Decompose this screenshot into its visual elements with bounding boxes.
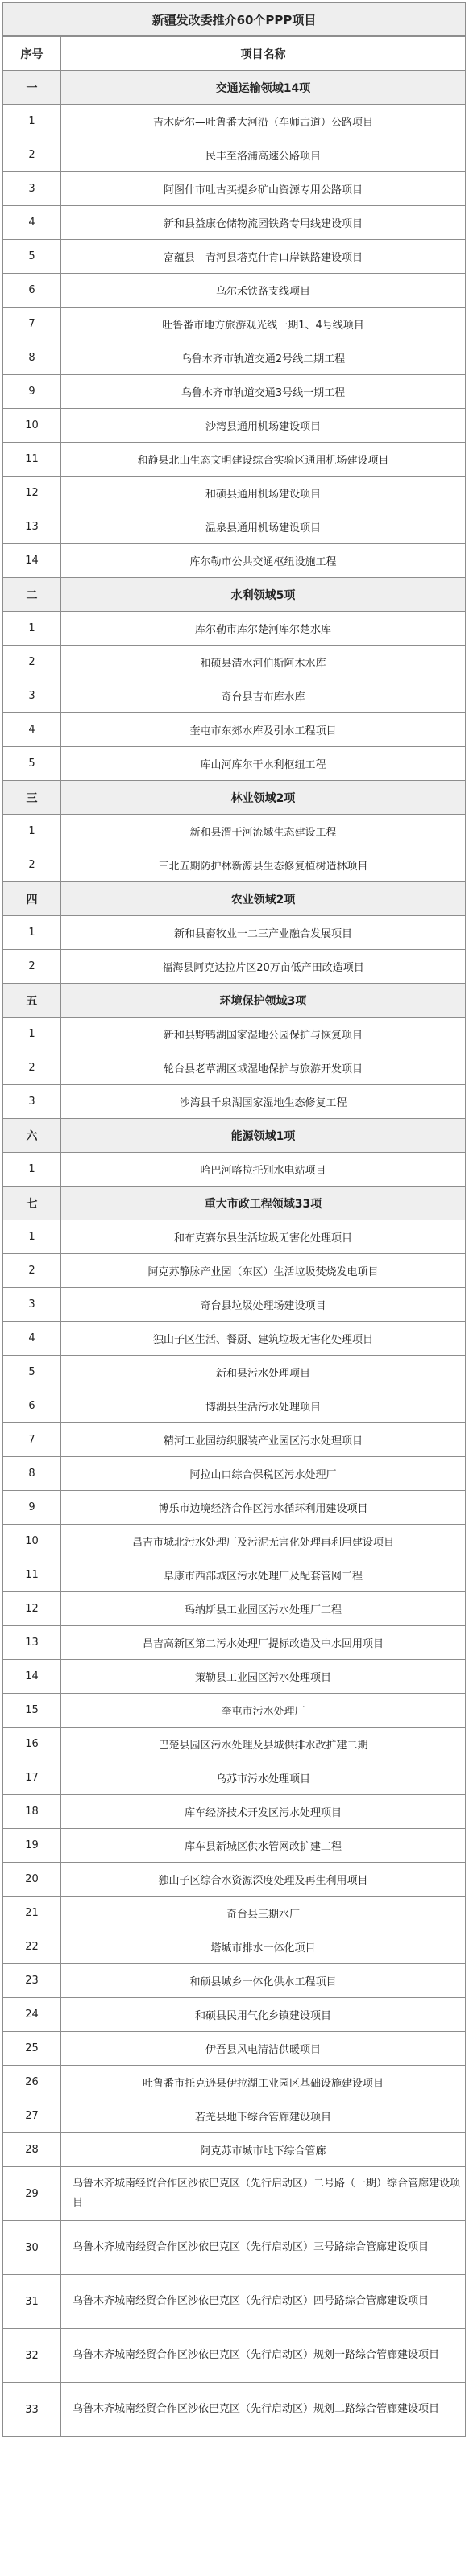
table-row xyxy=(3,1897,466,1930)
row-number: 3 xyxy=(3,679,61,713)
table-row xyxy=(3,375,466,409)
project-name: 奇台县三期水厂 xyxy=(61,1897,466,1930)
table-row xyxy=(3,1795,466,1829)
row-number: 16 xyxy=(3,1728,61,1761)
project-name: 博乐市边境经济合作区污水循环利用建设项目 xyxy=(61,1491,466,1525)
table-row xyxy=(3,240,466,274)
row-number: 1 xyxy=(3,1018,61,1051)
row-number: 1 xyxy=(3,105,61,138)
project-name: 阿克苏静脉产业园（东区）生活垃圾焚烧发电项目 xyxy=(61,1254,466,1288)
table-row xyxy=(3,2167,466,2221)
project-name: 奎屯市污水处理厂 xyxy=(61,1694,466,1728)
table-body xyxy=(3,71,466,2437)
project-name: 奎屯市东郊水库及引水工程项目 xyxy=(61,713,466,747)
table-row xyxy=(3,1220,466,1254)
project-name: 和布克赛尔县生活垃圾无害化处理项目 xyxy=(61,1220,466,1254)
table-row xyxy=(3,1998,466,2032)
row-number: 20 xyxy=(3,1863,61,1897)
project-name: 吐鲁番市托克逊县伊拉湖工业园区基础设施建设项目 xyxy=(61,2066,466,2099)
row-number: 22 xyxy=(3,1930,61,1964)
section-title: 水利领域5项 xyxy=(61,578,466,612)
project-name: 精河工业园纺织服装产业园区污水处理项目 xyxy=(61,1423,466,1457)
project-name: 三北五期防护林新源县生态修复植树造林项目 xyxy=(61,848,466,882)
row-number: 2 xyxy=(3,1254,61,1288)
row-number: 24 xyxy=(3,1998,61,2032)
project-name: 独山子区综合水资源深度处理及再生利用项目 xyxy=(61,1863,466,1897)
row-number: 5 xyxy=(3,240,61,274)
section-row xyxy=(3,882,466,916)
project-name: 玛纳斯县工业园区污水处理厂工程 xyxy=(61,1592,466,1626)
row-number: 28 xyxy=(3,2133,61,2167)
row-number: 26 xyxy=(3,2066,61,2099)
row-number: 11 xyxy=(3,443,61,477)
table-row xyxy=(3,172,466,206)
table-row xyxy=(3,1592,466,1626)
row-number: 8 xyxy=(3,341,61,375)
row-number: 15 xyxy=(3,1694,61,1728)
row-number: 2 xyxy=(3,950,61,984)
table-row xyxy=(3,1728,466,1761)
table-row xyxy=(3,2066,466,2099)
table-row xyxy=(3,747,466,781)
project-name: 乌苏市污水处理项目 xyxy=(61,1761,466,1795)
table-row xyxy=(3,1558,466,1592)
table-row xyxy=(3,1660,466,1694)
table-row xyxy=(3,2221,466,2275)
row-number: 9 xyxy=(3,1491,61,1525)
table-row xyxy=(3,1964,466,1998)
project-name: 沙湾县通用机场建设项目 xyxy=(61,409,466,443)
row-number: 2 xyxy=(3,646,61,679)
project-name: 哈巴河喀拉托别水电站项目 xyxy=(61,1153,466,1187)
section-row xyxy=(3,1187,466,1220)
project-name: 吉木萨尔—吐鲁番大河沿（车师古道）公路项目 xyxy=(61,105,466,138)
section-title: 重大市政工程领域33项 xyxy=(61,1187,466,1220)
section-number: 六 xyxy=(3,1119,61,1153)
table-row xyxy=(3,1694,466,1728)
section-title: 环境保护领域3项 xyxy=(61,984,466,1018)
project-name: 库车经济技术开发区污水处理项目 xyxy=(61,1795,466,1829)
table-row xyxy=(3,1626,466,1660)
table-row xyxy=(3,443,466,477)
section-row xyxy=(3,1119,466,1153)
section-number: 二 xyxy=(3,578,61,612)
section-number: 三 xyxy=(3,781,61,815)
table-row xyxy=(3,1153,466,1187)
project-name: 乌鲁木齐市轨道交通3号线一期工程 xyxy=(61,375,466,409)
project-name: 库山河库尔干水利枢纽工程 xyxy=(61,747,466,781)
table-row xyxy=(3,679,466,713)
project-name: 阿拉山口综合保税区污水处理厂 xyxy=(61,1457,466,1491)
project-name: 和硕县清水河伯斯阿木水库 xyxy=(61,646,466,679)
project-name: 策勒县工业园区污水处理项目 xyxy=(61,1660,466,1694)
project-table xyxy=(2,36,466,2437)
row-number: 25 xyxy=(3,2032,61,2066)
project-name: 温泉县通用机场建设项目 xyxy=(61,510,466,544)
project-name: 乌鲁木齐城南经贸合作区沙依巴克区（先行启动区）二号路（一期）综合管廊建设项目 xyxy=(61,2167,466,2221)
project-name: 昌吉市城北污水处理厂及污泥无害化处理再利用建设项目 xyxy=(61,1525,466,1558)
project-name: 巴楚县园区污水处理及县城供排水改扩建二期 xyxy=(61,1728,466,1761)
project-name: 塔城市排水一体化项目 xyxy=(61,1930,466,1964)
row-number: 6 xyxy=(3,274,61,308)
row-number: 14 xyxy=(3,1660,61,1694)
row-number: 17 xyxy=(3,1761,61,1795)
row-number: 6 xyxy=(3,1389,61,1423)
section-number: 一 xyxy=(3,71,61,105)
row-number: 5 xyxy=(3,747,61,781)
project-name: 库尔勒市库尔楚河库尔楚水库 xyxy=(61,612,466,646)
project-name: 博湖县生活污水处理项目 xyxy=(61,1389,466,1423)
section-row xyxy=(3,781,466,815)
row-number: 14 xyxy=(3,544,61,578)
table-row xyxy=(3,950,466,984)
row-number: 18 xyxy=(3,1795,61,1829)
table-row xyxy=(3,2383,466,2437)
row-number: 2 xyxy=(3,1051,61,1085)
project-name: 独山子区生活、餐厨、建筑垃圾无害化处理项目 xyxy=(61,1322,466,1356)
table-row xyxy=(3,713,466,747)
row-number: 4 xyxy=(3,1322,61,1356)
row-number: 12 xyxy=(3,477,61,510)
row-number: 8 xyxy=(3,1457,61,1491)
table-row xyxy=(3,1288,466,1322)
row-number: 19 xyxy=(3,1829,61,1863)
header-project-name: 项目名称 xyxy=(61,37,466,71)
table-row xyxy=(3,274,466,308)
table-header-row xyxy=(3,37,466,71)
project-name: 和硕县城乡一体化供水工程项目 xyxy=(61,1964,466,1998)
table-row xyxy=(3,1423,466,1457)
project-name: 轮台县老草湖区域湿地保护与旅游开发项目 xyxy=(61,1051,466,1085)
section-row xyxy=(3,984,466,1018)
row-number: 23 xyxy=(3,1964,61,1998)
table-row xyxy=(3,1018,466,1051)
row-number: 10 xyxy=(3,1525,61,1558)
table-row xyxy=(3,308,466,341)
project-name: 阿克苏市城市地下综合管廊 xyxy=(61,2133,466,2167)
row-number: 12 xyxy=(3,1592,61,1626)
table-row xyxy=(3,2329,466,2383)
row-number: 11 xyxy=(3,1558,61,1592)
project-name: 阜康市西部城区污水处理厂及配套管网工程 xyxy=(61,1558,466,1592)
table-row xyxy=(3,1389,466,1423)
row-number: 3 xyxy=(3,172,61,206)
table-row xyxy=(3,105,466,138)
project-name: 新和县野鸭湖国家湿地公园保护与恢复项目 xyxy=(61,1018,466,1051)
table-row xyxy=(3,341,466,375)
project-name: 昌吉高新区第二污水处理厂提标改造及中水回用项目 xyxy=(61,1626,466,1660)
ppp-project-table xyxy=(2,2,466,2437)
header-number: 序号 xyxy=(3,37,61,71)
project-name: 乌鲁木齐市轨道交通2号线二期工程 xyxy=(61,341,466,375)
row-number: 1 xyxy=(3,916,61,950)
project-name: 乌鲁木齐城南经贸合作区沙依巴克区（先行启动区）规划一路综合管廊建设项目 xyxy=(61,2329,466,2383)
table-row xyxy=(3,409,466,443)
row-number: 9 xyxy=(3,375,61,409)
project-name: 奇台县吉布库水库 xyxy=(61,679,466,713)
row-number: 13 xyxy=(3,1626,61,1660)
table-row xyxy=(3,1322,466,1356)
section-number: 五 xyxy=(3,984,61,1018)
row-number: 27 xyxy=(3,2099,61,2133)
row-number: 1 xyxy=(3,1153,61,1187)
table-row xyxy=(3,1254,466,1288)
table-row xyxy=(3,138,466,172)
project-name: 民丰至洛浦高速公路项目 xyxy=(61,138,466,172)
row-number: 5 xyxy=(3,1356,61,1389)
project-name: 乌尔禾铁路支线项目 xyxy=(61,274,466,308)
project-name: 乌鲁木齐城南经贸合作区沙依巴克区（先行启动区）三号路综合管廊建设项目 xyxy=(61,2221,466,2275)
project-name: 新和县畜牧业一二三产业融合发展项目 xyxy=(61,916,466,950)
table-row xyxy=(3,1761,466,1795)
project-name: 阿图什市吐古买提乡矿山资源专用公路项目 xyxy=(61,172,466,206)
table-row xyxy=(3,510,466,544)
table-row xyxy=(3,1051,466,1085)
table-row xyxy=(3,2133,466,2167)
project-name: 和硕县民用气化乡镇建设项目 xyxy=(61,1998,466,2032)
table-row xyxy=(3,2032,466,2066)
row-number: 1 xyxy=(3,1220,61,1254)
table-row xyxy=(3,1491,466,1525)
row-number: 29 xyxy=(3,2167,61,2221)
project-name: 乌鲁木齐城南经贸合作区沙依巴克区（先行启动区）四号路综合管廊建设项目 xyxy=(61,2275,466,2329)
section-title: 交通运输领域14项 xyxy=(61,71,466,105)
row-number: 13 xyxy=(3,510,61,544)
row-number: 30 xyxy=(3,2221,61,2275)
row-number: 21 xyxy=(3,1897,61,1930)
row-number: 4 xyxy=(3,713,61,747)
row-number: 4 xyxy=(3,206,61,240)
project-name: 奇台县垃圾处理场建设项目 xyxy=(61,1288,466,1322)
section-row xyxy=(3,578,466,612)
project-name: 新和县污水处理项目 xyxy=(61,1356,466,1389)
section-title: 林业领域2项 xyxy=(61,781,466,815)
row-number: 7 xyxy=(3,1423,61,1457)
table-title: 新疆发改委推介60个PPP项目 xyxy=(2,2,466,36)
section-title: 农业领域2项 xyxy=(61,882,466,916)
table-row xyxy=(3,646,466,679)
table-row xyxy=(3,1930,466,1964)
section-number: 七 xyxy=(3,1187,61,1220)
row-number: 3 xyxy=(3,1085,61,1119)
row-number: 1 xyxy=(3,815,61,848)
table-row xyxy=(3,544,466,578)
section-title: 能源领域1项 xyxy=(61,1119,466,1153)
table-row xyxy=(3,1525,466,1558)
section-number: 四 xyxy=(3,882,61,916)
table-row xyxy=(3,1457,466,1491)
row-number: 10 xyxy=(3,409,61,443)
project-name: 库车县新城区供水管网改扩建工程 xyxy=(61,1829,466,1863)
section-row xyxy=(3,71,466,105)
project-name: 吐鲁番市地方旅游观光线一期1、4号线项目 xyxy=(61,308,466,341)
project-name: 和硕县通用机场建设项目 xyxy=(61,477,466,510)
project-name: 新和县渭干河流域生态建设工程 xyxy=(61,815,466,848)
table-row xyxy=(3,2099,466,2133)
row-number: 1 xyxy=(3,612,61,646)
project-name: 新和县益康仓储物流园铁路专用线建设项目 xyxy=(61,206,466,240)
table-row xyxy=(3,1085,466,1119)
row-number: 31 xyxy=(3,2275,61,2329)
table-row xyxy=(3,477,466,510)
project-name: 和静县北山生态文明建设综合实验区通用机场建设项目 xyxy=(61,443,466,477)
project-name: 若羌县地下综合管廊建设项目 xyxy=(61,2099,466,2133)
project-name: 库尔勒市公共交通枢纽设施工程 xyxy=(61,544,466,578)
table-row xyxy=(3,1829,466,1863)
table-row xyxy=(3,2275,466,2329)
project-name: 伊吾县风电清洁供暖项目 xyxy=(61,2032,466,2066)
table-row xyxy=(3,1863,466,1897)
table-row xyxy=(3,1356,466,1389)
table-row xyxy=(3,848,466,882)
project-name: 沙湾县千泉湖国家湿地生态修复工程 xyxy=(61,1085,466,1119)
row-number: 33 xyxy=(3,2383,61,2437)
table-row xyxy=(3,916,466,950)
table-row xyxy=(3,612,466,646)
row-number: 32 xyxy=(3,2329,61,2383)
row-number: 7 xyxy=(3,308,61,341)
project-name: 福海县阿克达拉片区20万亩低产田改造项目 xyxy=(61,950,466,984)
project-name: 乌鲁木齐城南经贸合作区沙依巴克区（先行启动区）规划二路综合管廊建设项目 xyxy=(61,2383,466,2437)
table-row xyxy=(3,206,466,240)
table-row xyxy=(3,815,466,848)
row-number: 3 xyxy=(3,1288,61,1322)
row-number: 2 xyxy=(3,848,61,882)
row-number: 2 xyxy=(3,138,61,172)
project-name: 富蕴县—青河县塔克什肯口岸铁路建设项目 xyxy=(61,240,466,274)
